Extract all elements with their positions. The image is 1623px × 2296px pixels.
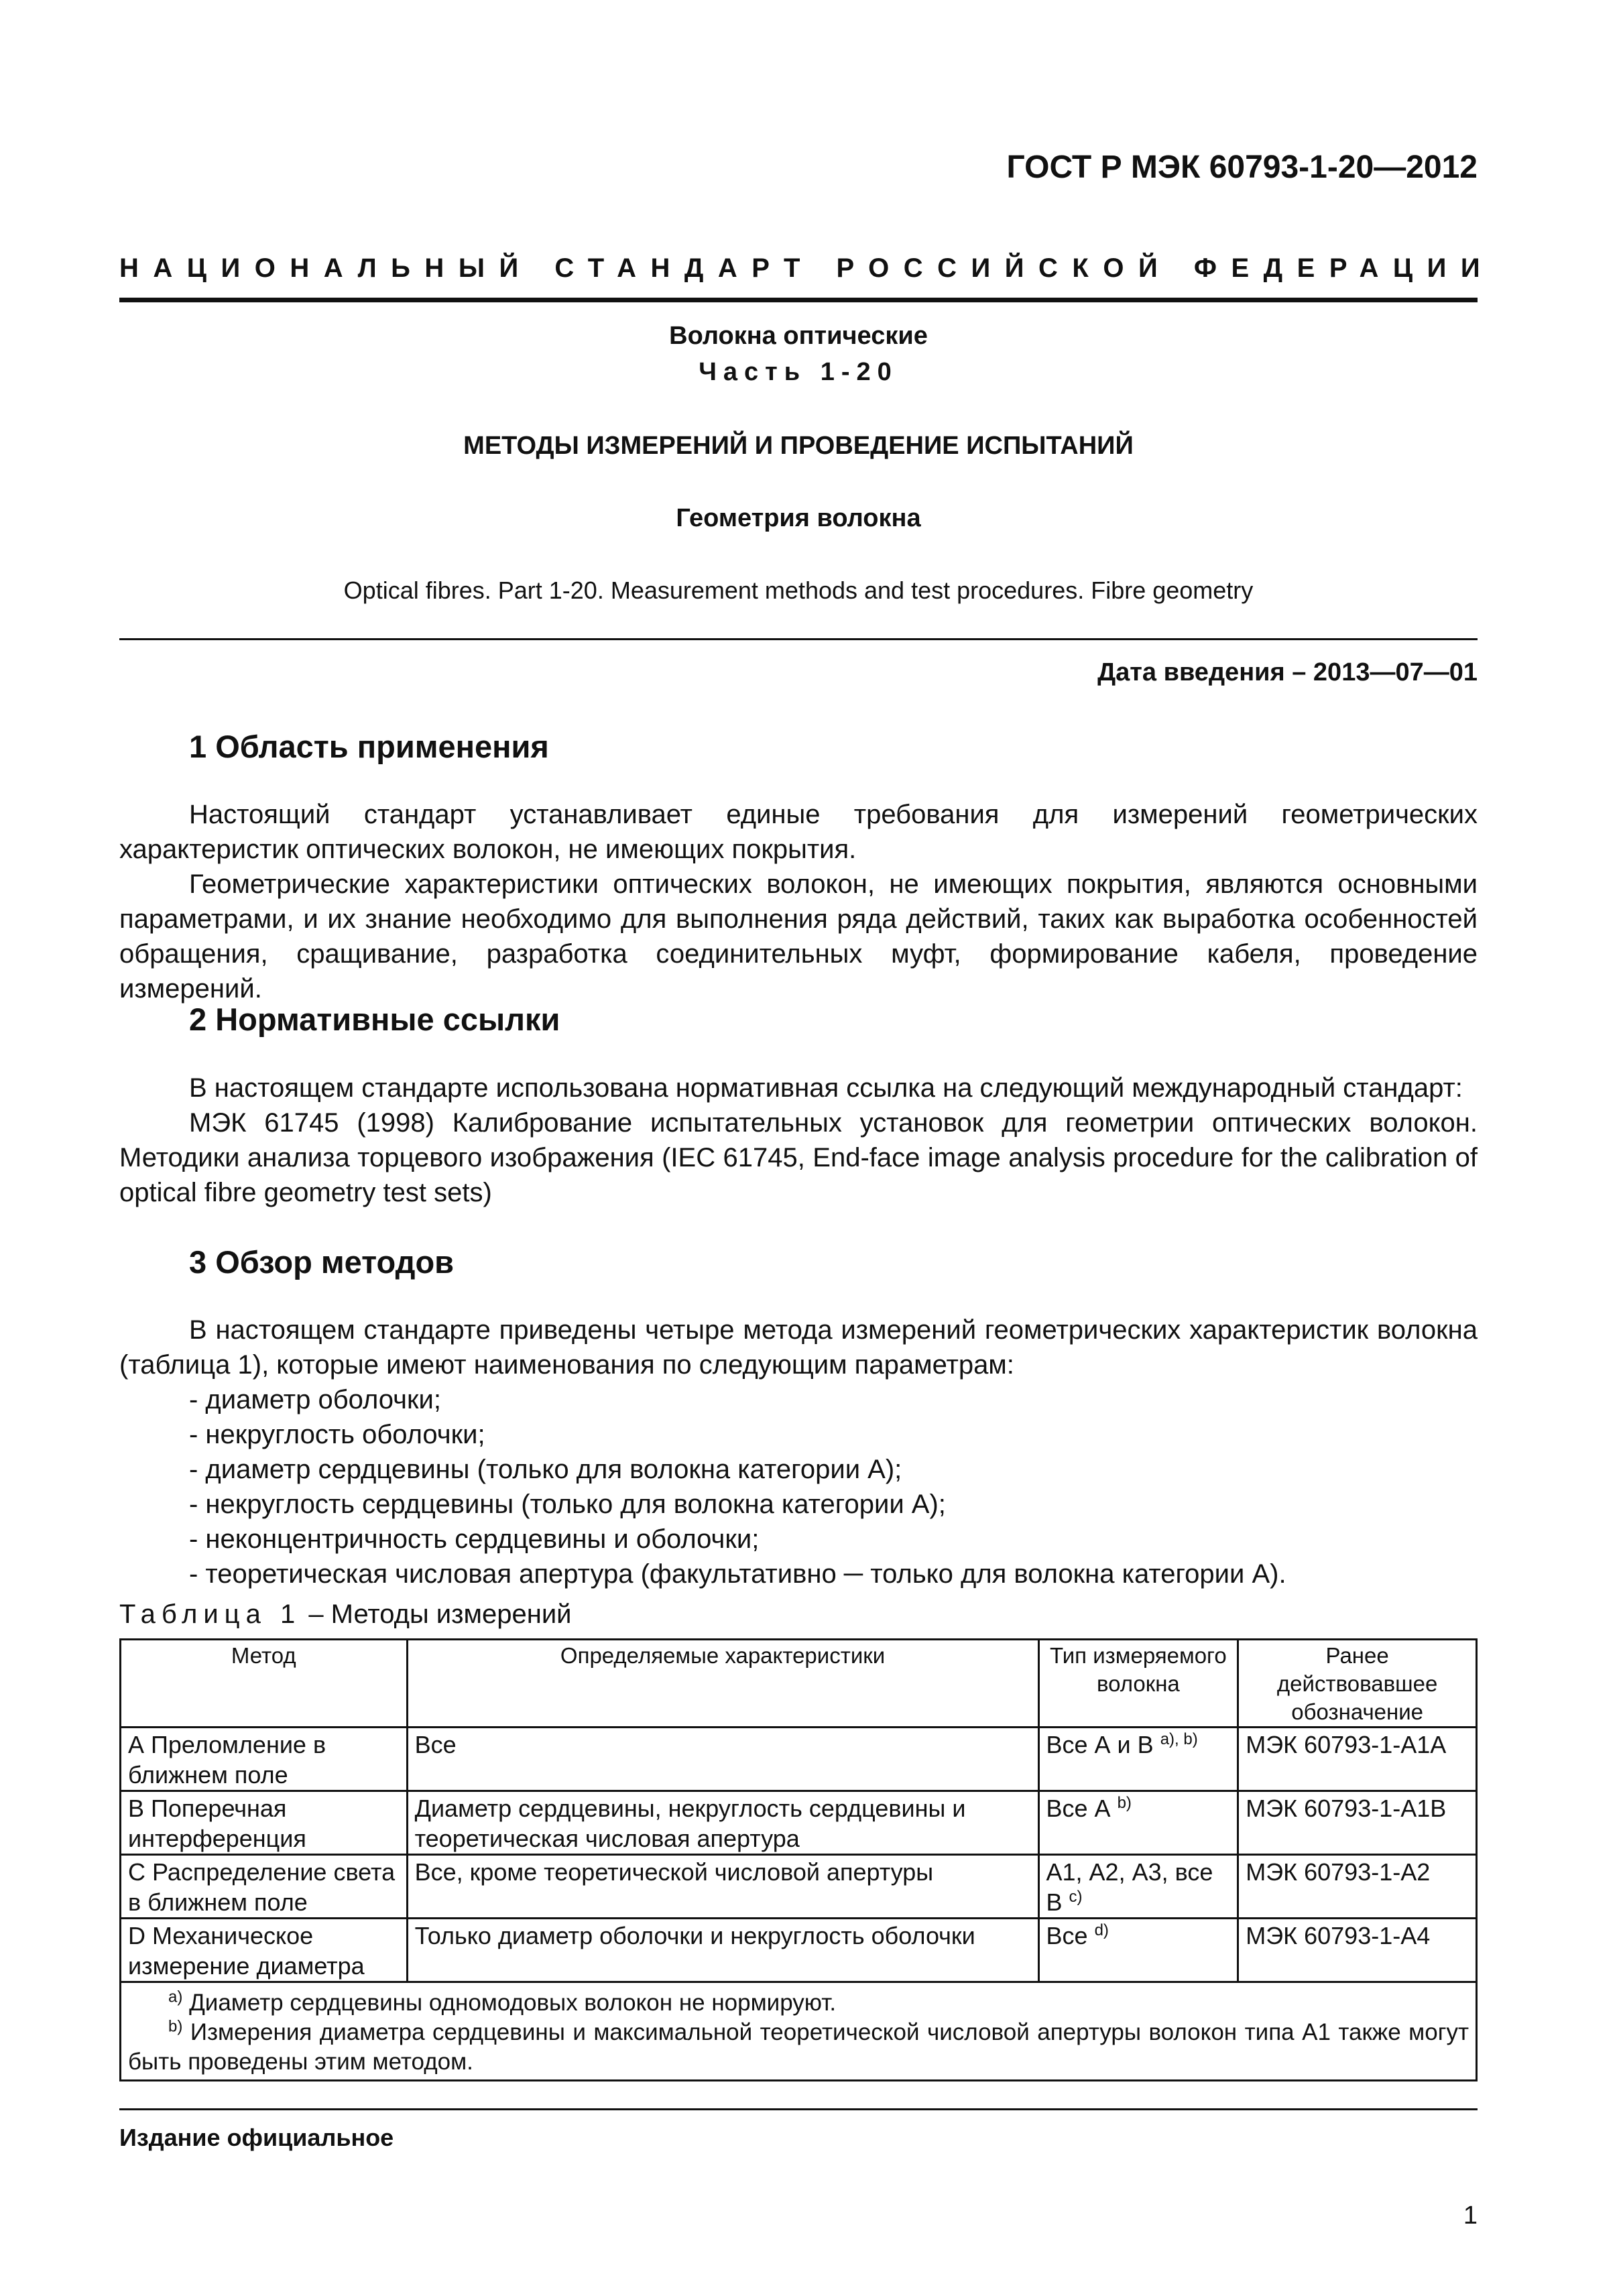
fibre-type-text: А1, А2, А3, все В	[1046, 1858, 1213, 1916]
introduction-date: Дата введения – 2013—07—01	[1097, 658, 1478, 686]
cell-characteristics: Только диаметр оболочки и некруглость оболочки	[407, 1919, 1038, 1982]
cell-method: А Преломление в ближнем поле	[121, 1728, 408, 1791]
cell-fibre-type	[1038, 1919, 1238, 1982]
footnote-ref: a), b)	[1160, 1730, 1198, 1748]
table-footnotes	[121, 1982, 1477, 2081]
cell-method: В Поперечная интерференция	[121, 1791, 408, 1855]
cell-method: D Механическое измерение диаметра	[121, 1919, 408, 1982]
header-characteristics: Определяемые характеристики	[407, 1640, 1038, 1728]
cell-previous-designation: МЭК 60793-1-А1В	[1238, 1791, 1477, 1855]
cell-previous-designation: МЭК 60793-1-А1А	[1238, 1728, 1477, 1791]
section-3-heading: 3 Обзор методов	[189, 1244, 455, 1280]
header-method: Метод	[121, 1640, 408, 1728]
table-footnotes-row	[121, 1982, 1477, 2081]
table-row	[121, 1791, 1477, 1855]
title-part: Часть 1-20	[699, 358, 898, 386]
table-row	[121, 1855, 1477, 1919]
footnote-ref: c)	[1069, 1888, 1083, 1906]
page-number: 1	[1463, 2201, 1478, 2230]
cell-fibre-type	[1038, 1728, 1238, 1791]
title-geometry: Геометрия волокна	[676, 504, 921, 532]
section-1-paragraph-2: Геометрические характеристики оптических волокон, не имеющих покрытия, являются основными параметрами, и их знание необходимо для выполнения ряда действий, таких как выработка особенностей обращения, сращивание, разработка соединительных муфт, формирование кабеля, проведение измерений.	[119, 869, 1478, 1004]
cell-fibre-type	[1038, 1855, 1238, 1919]
list-item: - неконцентричность сердцевины и оболочки;	[189, 1524, 760, 1554]
cell-characteristics: Все	[407, 1728, 1038, 1791]
cell-characteristics: Все, кроме теоретической числовой апертуры	[407, 1855, 1038, 1919]
title-english: Optical fibres. Part 1-20. Measurement methods and test procedures. Fibre geometry	[343, 577, 1254, 604]
cell-previous-designation: МЭК 60793-1-А2	[1238, 1855, 1477, 1919]
footer-divider	[119, 2108, 1478, 2110]
header-divider	[119, 298, 1478, 302]
table-caption-label: Таблица 1	[119, 1599, 302, 1629]
cell-fibre-type	[1038, 1791, 1238, 1855]
footnote-text: Диаметр сердцевины одномодовых волокон не нормируют.	[182, 1990, 837, 2016]
footnote-mark: b)	[168, 2017, 183, 2036]
methods-table	[119, 1638, 1478, 2081]
section-2-paragraph-1: В настоящем стандарте использована нормативная ссылка на следующий международный стандарт:	[189, 1073, 1463, 1103]
footnote-text: Измерения диаметра сердцевины и максимальной теоретической числовой апертуры волокон типа А1 также могут быть проведены этим методом.	[128, 2019, 1469, 2075]
fibre-type-text: Все А и В	[1046, 1731, 1154, 1758]
list-item: - диаметр оболочки;	[189, 1385, 441, 1414]
table-header-row	[121, 1640, 1477, 1728]
official-edition-label: Издание официальное	[119, 2124, 394, 2151]
footnote-ref: d)	[1094, 1921, 1109, 1939]
title-divider	[119, 638, 1478, 640]
cell-characteristics: Диаметр сердцевины, некруглость сердцевины и теоретическая числовая апертура	[407, 1791, 1038, 1855]
national-standard-title: НАЦИОНАЛЬНЫЙ СТАНДАРТ РОССИЙСКОЙ ФЕДЕРАЦИИ	[119, 253, 1495, 283]
footnote-a	[128, 1988, 1469, 2018]
footnote-mark: a)	[168, 1988, 183, 2006]
list-item: - некруглость сердцевины (только для волокна категории А);	[189, 1490, 946, 1519]
footnote-b	[128, 2018, 1469, 2077]
section-2-paragraph-2: МЭК 61745 (1998) Калибрование испытательных установок для геометрии оптических волокон. Методики анализа торцевого изображения (IEC 61745, End-face image analysis procedure for the calibration of optical fibre geometry test sets)	[119, 1108, 1478, 1207]
table-row	[121, 1919, 1477, 1982]
title-main: Волокна оптические	[669, 322, 928, 350]
footnote-ref: b)	[1117, 1794, 1132, 1812]
fibre-type-text: Все	[1046, 1922, 1088, 1949]
section-1-paragraph-1: Настоящий стандарт устанавливает единые требования для измерений геометрических характеристик оптических волокон, не имеющих покрытия.	[119, 800, 1478, 864]
list-item: - теоретическая числовая апертура (факультативно ─ только для волокна категории А).	[189, 1559, 1286, 1589]
header-fibre-type: Тип измеряемого волокна	[1038, 1640, 1238, 1728]
table-caption-text: – Методы измерений	[301, 1599, 572, 1629]
section-1-heading: 1 Область применения	[189, 729, 549, 764]
list-item: - диаметр сердцевины (только для волокна категории А);	[189, 1455, 902, 1484]
title-methods: МЕТОДЫ ИЗМЕРЕНИЙ И ПРОВЕДЕНИЕ ИСПЫТАНИЙ	[463, 432, 1134, 460]
header-previous-designation: Ранее действовавшее обозначение	[1238, 1640, 1477, 1728]
cell-method: С Распределение света в ближнем поле	[121, 1855, 408, 1919]
section-3-paragraph-1: В настоящем стандарте приведены четыре метода измерений геометрических характеристик волокна (таблица 1), которые имеют наименования по следующим параметрам:	[119, 1315, 1478, 1380]
cell-previous-designation: МЭК 60793-1-А4	[1238, 1919, 1477, 1982]
section-2-heading: 2 Нормативные ссылки	[189, 1002, 560, 1037]
list-item: - некруглость оболочки;	[189, 1420, 485, 1449]
document-number: ГОСТ Р МЭК 60793-1-20—2012	[1006, 149, 1478, 185]
parameter-list	[189, 1382, 1286, 1591]
fibre-type-text: Все А	[1046, 1795, 1111, 1822]
table-caption	[119, 1599, 572, 1630]
table-row	[121, 1728, 1477, 1791]
